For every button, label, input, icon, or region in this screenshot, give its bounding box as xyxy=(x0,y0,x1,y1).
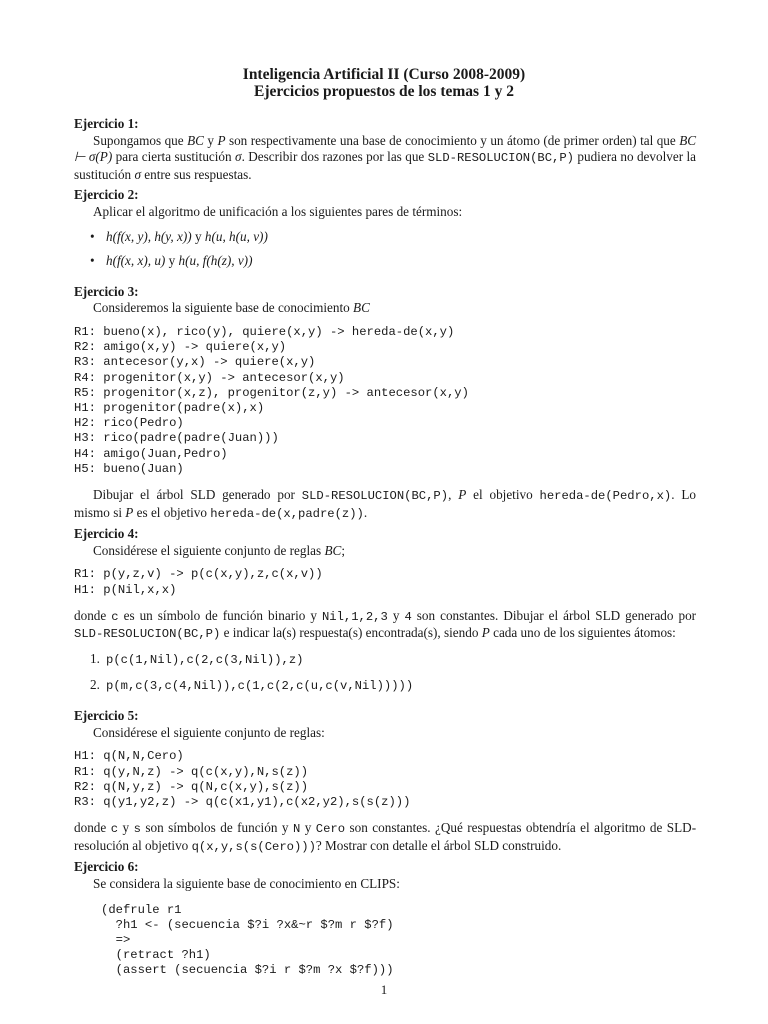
document-subtitle: Ejercicios propuestos de los temas 1 y 2 xyxy=(254,83,514,100)
exercise-4-intro: Considérese el siguiente conjunto de reglas BC; xyxy=(93,542,345,558)
list-item: 2. p(m,c(3,c(4,Nil)),c(1,c(2,c(u,c(v,Nil))))) xyxy=(90,676,414,693)
exercise-5 xyxy=(74,708,696,855)
exercise-6-intro: Se considera la siguiente base de conocimiento en CLIPS: xyxy=(93,875,400,891)
exercise-6-clips-code: (defrule r1 ?h1 <- (secuencia $?i ?x&~r $?m r $?f) => (retract ?h1) (assert (secuencia $?i r $?m ?x $?f))) xyxy=(101,902,394,978)
bullet-icon: • xyxy=(90,228,95,244)
exercise-4-rules: R1: p(y,z,v) -> p(c(x,y),z,c(x,v)) H1: p(Nil,x,x) xyxy=(74,567,323,597)
exercise-4-task: donde c es un símbolo de función binario y Nil,1,2,3 y 4 son constantes. Dibujar el árbol SLD generado por SLD-RESOLUCION(BC,P) e indicar la(s) respuesta(s) encontrada(s), siendo P cada uno de los siguientes átomos: xyxy=(74,607,697,642)
page-number: 1 xyxy=(380,982,388,997)
exercise-3-knowledge-base: R1: bueno(x), rico(y), quiere(x,y) -> hereda-de(x,y) R2: amigo(x,y) -> quiere(x,y) R3: antecesor(y,x) -> quiere(x,y) R4: progenitor(x,y) -> antecesor(x,y) R5: progenitor(x,z), progenitor(z,y) -> antecesor(x,y) H1: progenitor(padre(x),x) H2: rico(Pedro) H3: rico(padre(padre(Juan))) H4: amigo(Juan,Pedro) H5: bueno(Juan) xyxy=(74,324,469,476)
exercise-2-intro: Aplicar el algoritmo de unificación a los siguientes pares de términos: xyxy=(93,203,463,219)
exercise-2-heading: Ejercicio 2: xyxy=(74,187,139,203)
exercise-5-intro: Considérese el siguiente conjunto de reglas: xyxy=(93,724,325,740)
bullet-icon: • xyxy=(90,253,95,269)
exercise-3-heading: Ejercicio 3: xyxy=(74,283,139,299)
exercise-1-heading: Ejercicio 1: xyxy=(74,116,139,131)
list-item: 1. p(c(1,Nil),c(2,c(3,Nil)),z) xyxy=(90,650,304,667)
exercise-4-list xyxy=(74,651,696,694)
exercise-1-text: Supongamos que BC y P son respectivamente una base de conocimiento y un átomo (de primer orden) tal que BC ⊢ σ(P) para cierta sustitución σ. Describir dos razones por las que SLD-RESOLUCION(BC,P) pudiera no devolver la sustitución σ entre sus respuestas. xyxy=(74,132,697,182)
exercise-2 xyxy=(74,187,696,269)
exercise-6-heading: Ejercicio 6: xyxy=(74,859,139,875)
exercise-5-task: donde c y s son símbolos de función y N y Cero son constantes. ¿Qué respuestas obtendría el algoritmo de SLD-resolución al objetivo q(x,y,s(s(Cero)))? Mostrar con detalle el árbol SLD construido. xyxy=(74,820,697,854)
document-title: Inteligencia Artificial II (Curso 2008-2009) xyxy=(242,66,526,83)
list-item: • h(f(x, y), h(y, x)) y h(u, h(u, v)) xyxy=(90,228,268,244)
exercise-4-heading: Ejercicio 4: xyxy=(74,526,139,542)
exercise-1 xyxy=(74,116,696,183)
document-body xyxy=(74,116,696,979)
exercise-4 xyxy=(74,526,696,694)
list-item: • h(f(x, x), u) y h(u, f(h(z), v)) xyxy=(90,253,253,269)
exercise-6 xyxy=(74,859,696,978)
exercise-3-intro: Consideremos la siguiente base de conocimiento BC xyxy=(93,300,370,316)
exercise-3-task: Dibujar el árbol SLD generado por SLD-RESOLUCION(BC,P), P el objetivo hereda-de(Pedro,x). Lo mismo si P es el objetivo hereda-de(x,padre(z)). xyxy=(74,486,696,521)
exercise-2-list xyxy=(74,229,696,270)
exercise-3 xyxy=(74,284,696,522)
exercise-5-rules: H1: q(N,N,Cero) R1: q(y,N,z) -> q(c(x,y),N,s(z)) R2: q(N,y,z) -> q(N,c(x,y),s(z)) R3: q(y1,y2,z) -> q(c(x1,y1),c(x2,y2),s(s(z))) xyxy=(74,749,411,809)
exercise-5-heading: Ejercicio 5: xyxy=(74,708,139,724)
